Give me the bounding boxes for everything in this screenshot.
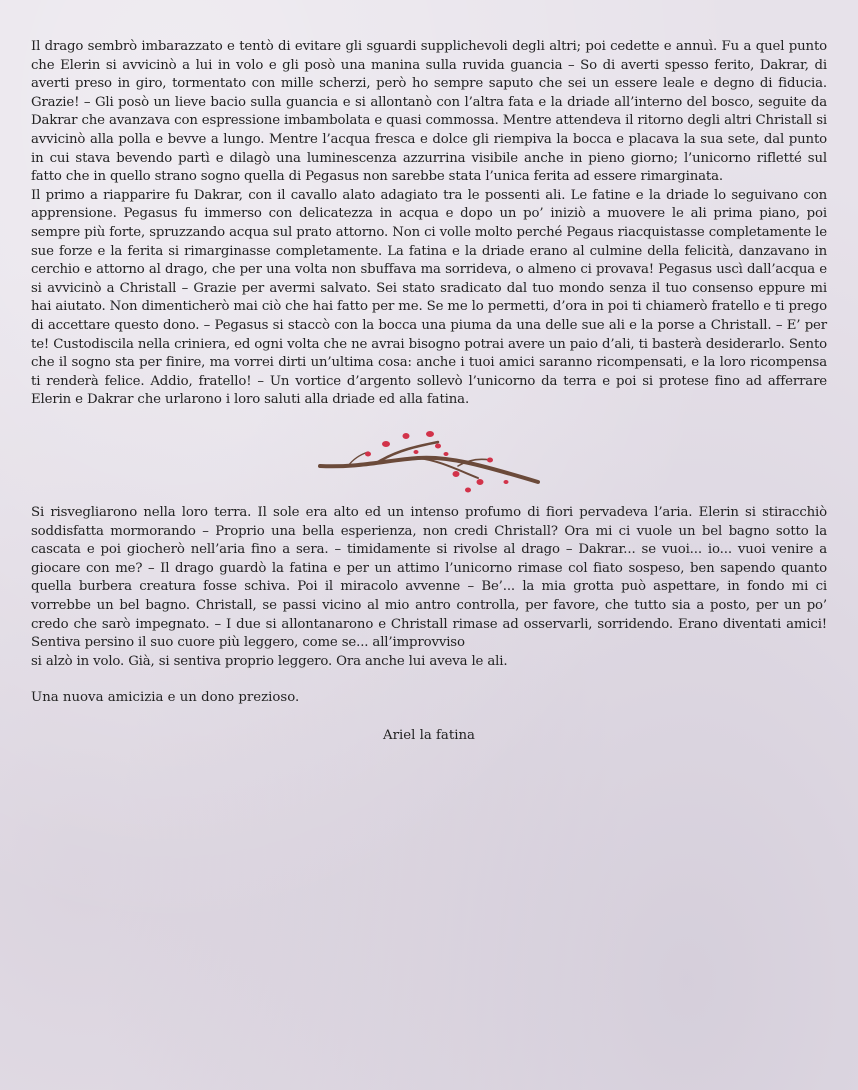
paragraph: si alzò in volo. Già, si sentiva proprio leggero. Ora anche lui aveva le ali. [31,653,508,669]
author-signature: Ariel la fatina [383,728,475,743]
paragraph: Si risvegliarono nella loro terra. Il sole era alto ed un intenso profumo di fiori pervadeva l’aria. Elerin si stiracchiò soddisfatta mormorando – Proprio una bella esperienza, non credi Christall? Ora mi ci vuole un bel bagno sotto la cascata e poi giocherò nell’aria fino a sera. – timidamente si rivolse al drago – Dakrar... se vuoi... io... vuoi venire a giocare con me? – Il drago guardò la fatina e per un attimo l’unicorno rimase col fiato sospeso, ben sapendo quanto quella burbera creatura fosse schiva. Poi il miracolo avvenne – Be’... la mia grotta può aspettare, in fondo mi ci vorrebbe un bel bagno. Christall, se passi vicino al mio antro controlla, per favore, che tutto sia a posto, per un po’ credo che sarò impegnato. – I due si allontanarono e Christall rimase ad osservarli, sorridendo. Erano diventati amici! Sentiva persino il suo cuore più leggero, come se... all’improvviso [31,505,827,651]
story-text-block-2 [31,504,827,671]
paragraph: Il primo a riapparire fu Dakrar, con il cavallo alato adagiato tra le possenti ali. Le fatine e la driade lo seguivano con apprensione. Pegasus fu immerso con delicatezza in acqua e dopo un po’ iniziò a muovere le ali prima piano, poi sempre più forte, spruzzando acqua sul prato attorno. Non ci volle molto perché Pegaus riacquistasse completamente le sue forze e la ferita si rimarginasse completamente. La fatina e la driade erano al culmine della felicità, danzavano in cerchio e attorno al drago, che per una volta non sbuffava ma sorrideva, o almeno ci provava! Pegasus uscì dall’acqua e si avvicinò a Christall – Grazie per avermi salvato. Sei stato sradicato dal tuo mondo senza il tuo consenso eppure mi hai aiutato. Non dimenticherò mai ciò che hai fatto per me. Se me lo permetti, d’ora in poi ti chiamerò fratello e ti prego di accettare questo dono. – Pegasus si staccò con la bocca una piuma da una delle sue ali e la porse a Christall. – E’ per te! Custodiscila nella criniera, ed ogni volta che ne avrai bisogno potrai avere un paio d’ali, ti basterà desiderarlo. Sento che il sogno sta per finire, ma vorrei dirti un’ultima cosa: anche i tuoi amici saranno ricompensati, e la loro ricompensa ti renderà felice. Addio, fratello! – Un vortice d’argento sollevò l’unicorno da terra e poi si protese fino ad afferrare Elerin e Dakrar che urlarono i loro saluti alla driade ed alla fatina. [31,187,827,408]
paragraph: Il drago sembrò imbarazzato e tentò di evitare gli sguardi supplichevoli degli altri; poi cedette e annuì. Fu a quel punto che Elerin si avvicinò a lui in volo e gli posò una manina sulla ruvida guancia – So di averti spesso ferito, Dakrar, di averti preso in giro, tormentato con mille scherzi, però ho sempre saputo che sei un essere leale e degno di fiducia. Grazie! – Gli posò un lieve bacio sulla guancia e si allontanò con l’altra fata e la driade all’interno del bosco, seguite da Dakrar che avanzava con espressione imbambolata e quasi commossa. Mentre attendeva il ritorno degli altri Christall si avvicinò alla polla e bevve a lungo. Mentre l’acqua fresca e dolce gli riempiva la bocca e placava la sua sete, dal punto in cui stava bevendo partì e dilagò una luminescenza azzurrina visibile anche in pieno giorno; l’unicorno rifletté sul fatto che in quello strano sogno quella di Pegasus non sarebbe stata l’unica ferita ad essere rimarginata. [31,39,827,185]
closing-line: Una nuova amicizia e un dono prezioso. [31,690,300,705]
story-text-block-1 [31,38,827,410]
cherry-blossom-branch-icon [318,430,540,496]
